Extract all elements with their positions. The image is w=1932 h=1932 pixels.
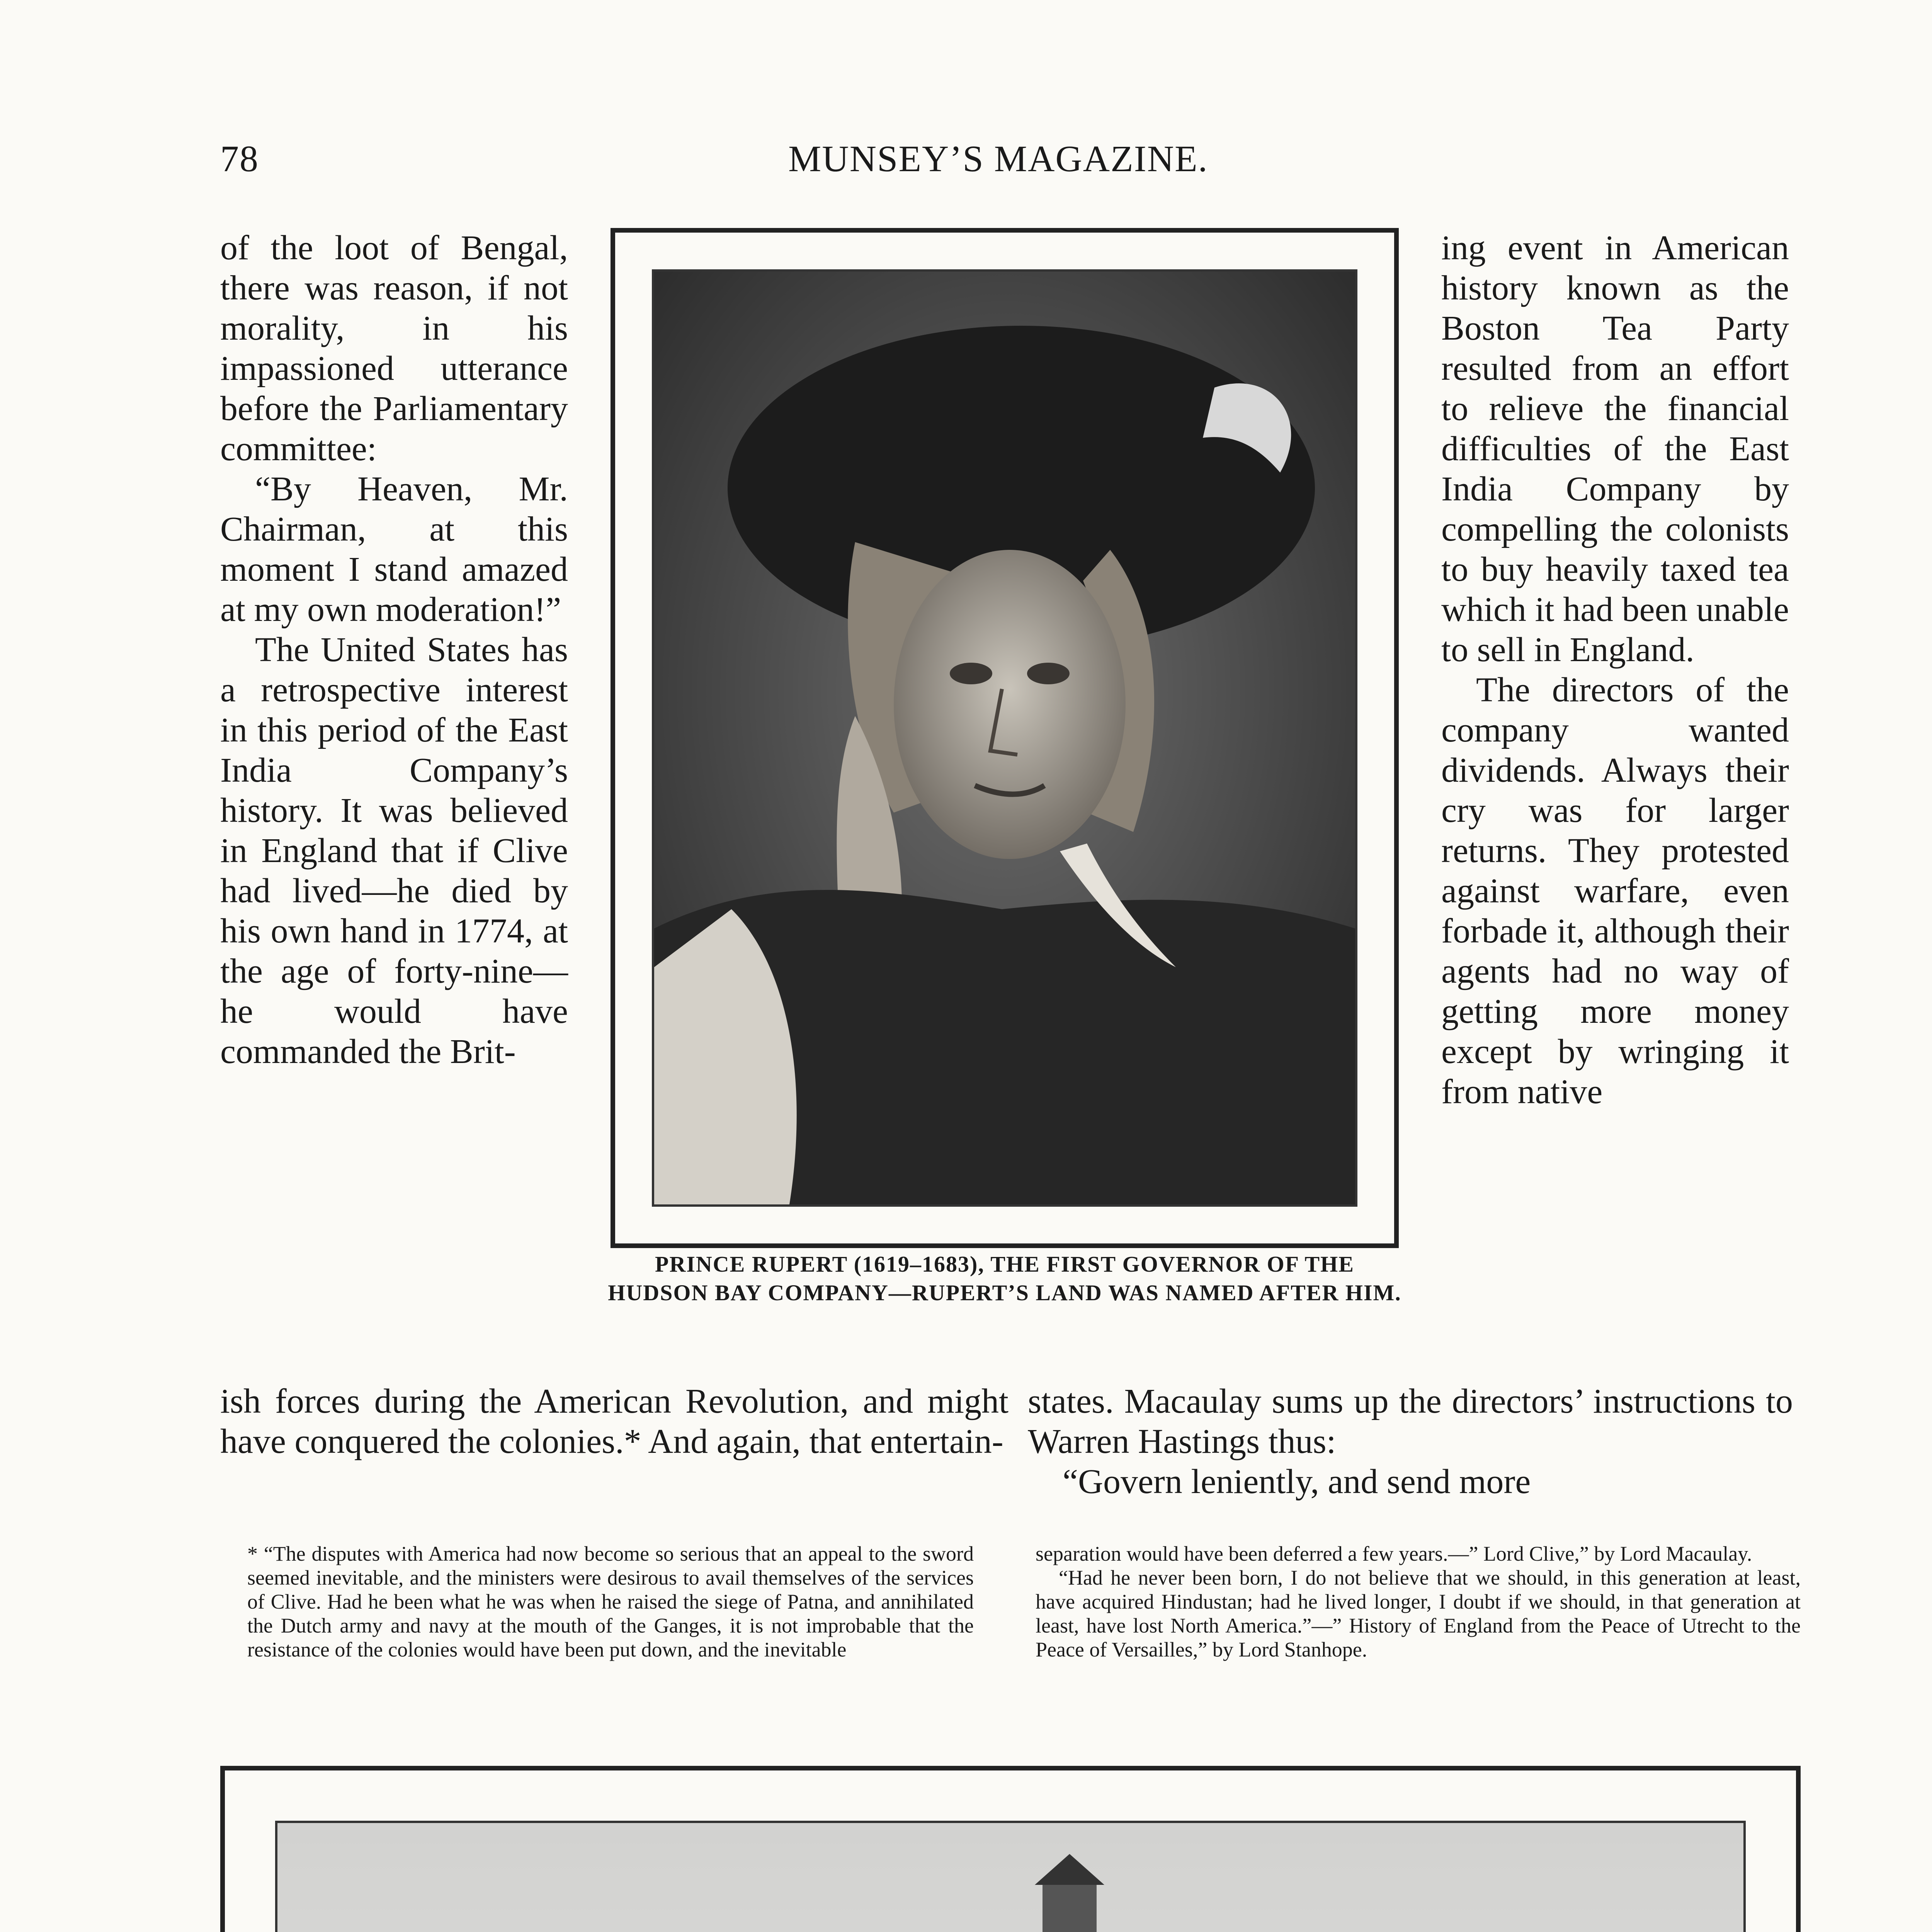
york-factory-photo [275, 1821, 1746, 1932]
lower-right-paragraph-2: “Govern leniently, and send more [1063, 1463, 1531, 1501]
footnote-right-text-1: separation would have been deferred a few years.—” Lord Clive,” by Lord Macaulay. [1036, 1542, 1752, 1565]
left-paragraph-3: The United States has a retrospective interest in this period of the East India Company’s history. It was believed in England that if Clive had lived—he died by his own hand in 1774, at the age of forty-nine—he would have commanded the Brit- [220, 631, 568, 1071]
running-head: MUNSEY’S MAGAZINE. [788, 138, 1208, 179]
prince-rupert-portrait [652, 269, 1357, 1207]
lower-right-text [1028, 1381, 1793, 1502]
lower-left-text: ish forces during the American Revolution, and might have conquered the colonies.* And again, that entertain- [220, 1382, 1009, 1461]
york-factory-frame [220, 1766, 1801, 1932]
right-column [1441, 228, 1789, 1112]
portrait-frame [611, 228, 1399, 1248]
left-paragraph-1: of the loot of Bengal, there was reason, if not morality, in his impassioned utterance before the Parliamentary committee: [220, 229, 568, 468]
lower-right-paragraph-1: states. Macaulay sums up the directors’ instructions to Warren Hastings thus: [1028, 1382, 1793, 1461]
footnote-left [247, 1542, 974, 1662]
right-paragraph-2: The directors of the company wanted dividends. Always their cry was for larger returns. They protested against warfare, even forbade it, although their agents had no way of getting more money except by wringing it from native [1441, 671, 1789, 1111]
footnote-right [1036, 1542, 1801, 1662]
footnote-right-text-2: “Had he never been born, I do not believe that we should, in this generation at least, have acquired Hindustan; had he lived longer, I doubt if we should, in that generation at least, have lost North America.”—” History of England from the Peace of Utrecht to the Peace of Versailles,” by Lord Stanhope. [1036, 1566, 1801, 1661]
left-column [220, 228, 568, 1072]
page-number: 78 [220, 138, 259, 179]
footnote-left-text: * “The disputes with America had now become so serious that an appeal to the sword seemed inevitable, and the ministers were desirous to avail themselves of the services of Clive. Had he been what he was when he raised the siege of Patna, and annihilated the Dutch army and navy at the mouth of the Ganges, it is not improbable that the resistance of the colonies would have been put down, and the inevitable [247, 1542, 974, 1661]
portrait-caption: PRINCE RUPERT (1619–1683), THE FIRST GOVERNOR OF THE HUDSON BAY COMPANY—RUPERT’S LAND WAS NAMED AFTER HIM. [608, 1252, 1401, 1305]
right-paragraph-1: ing event in American history known as the Boston Tea Party resulted from an effort to relieve the financial difficulties of the East India Company by compelling the colonists to buy heavily taxed tea which it had been unable to sell in England. [1441, 229, 1789, 669]
left-paragraph-2: “By Heaven, Mr. Chairman, at this moment I stand amazed at my own moderation!” [220, 470, 568, 629]
